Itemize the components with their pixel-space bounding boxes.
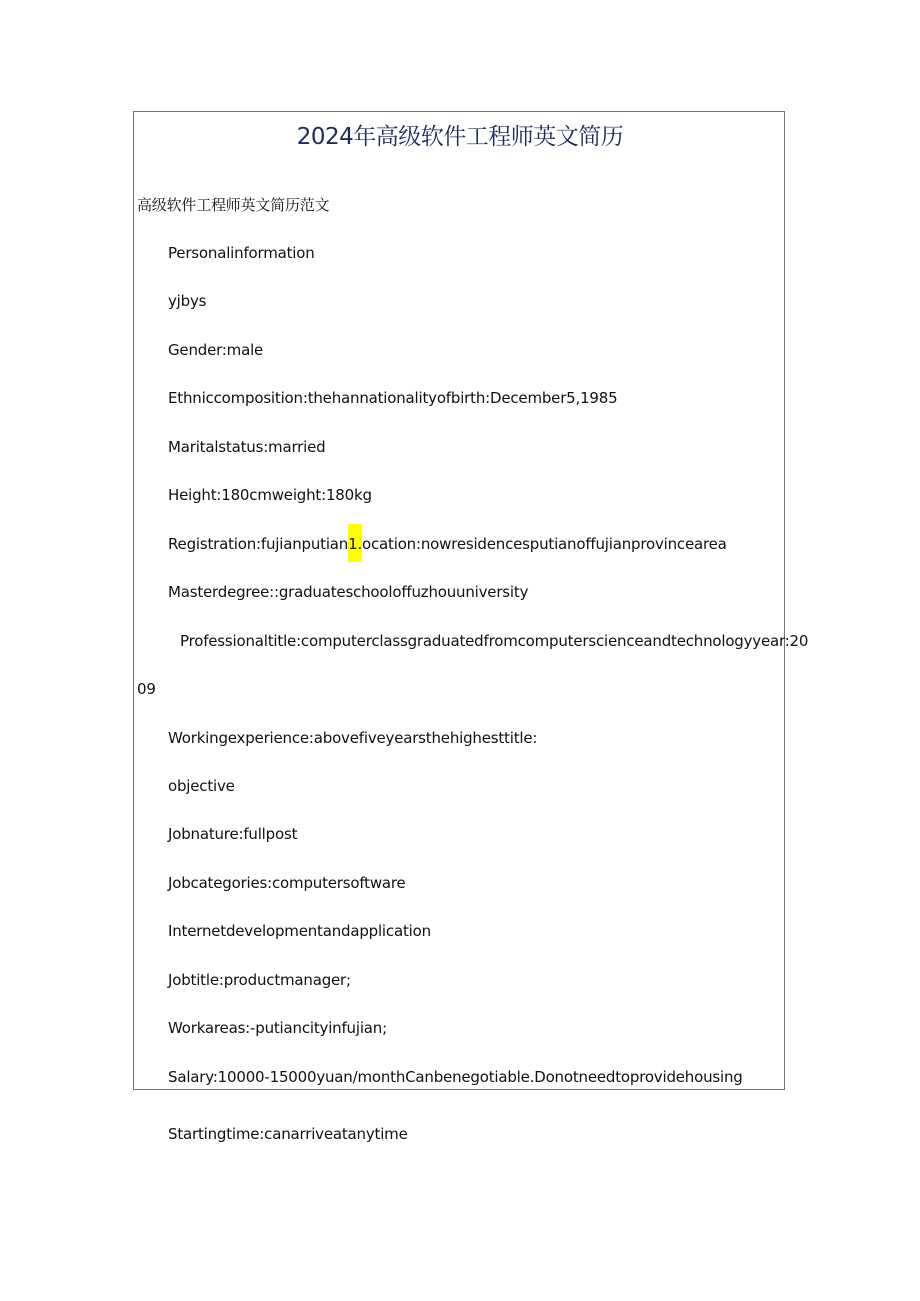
line-job-nature: Jobnature:fullpost <box>168 825 298 843</box>
line-internet: Internetdevelopmentandapplication <box>168 922 431 940</box>
line-gender: Gender:male <box>168 341 264 359</box>
line-objective: objective <box>168 777 235 795</box>
line-professional: Professionaltitle:computerclassgraduatedfromcomputerscienceandtechnologyyear:20 <box>180 632 809 650</box>
line-working-experience: Workingexperience:abovefiveyearsthehighesttitle: <box>168 729 538 747</box>
registration-highlight: 1. <box>348 524 362 562</box>
subtitle: 高级软件工程师英文简历范文 <box>137 196 330 214</box>
line-ethnic: Ethniccomposition:thehannationalityofbirth:December5,1985 <box>168 389 618 407</box>
line-job-categories: Jobcategories:computersoftware <box>168 874 406 892</box>
registration-after: ocation:nowresidencesputianoffujianprovincearea <box>362 535 727 553</box>
line-registration <box>168 534 727 562</box>
line-work-areas: Workareas:-putiancityinfujian; <box>168 1019 387 1037</box>
line-height: Height:180cmweight:180kg <box>168 486 372 504</box>
document-title: 2024年高级软件工程师英文简历 <box>296 124 624 150</box>
line-professional-cont: 09 <box>137 680 156 698</box>
line-yjbys: yjbys <box>168 292 207 310</box>
line-job-title: Jobtitle:productmanager; <box>168 971 351 989</box>
line-salary: Salary:10000-15000yuan/monthCanbenegotiable.Donotneedtoprovidehousing <box>168 1068 743 1086</box>
line-personal-information: Personalinformation <box>168 244 315 262</box>
line-master: Masterdegree::graduateschooloffuzhouuniversity <box>168 583 529 601</box>
line-marital: Maritalstatus:married <box>168 438 326 456</box>
registration-before: Registration:fujianputian <box>168 535 349 553</box>
line-starting-time: Startingtime:canarriveatanytime <box>168 1125 408 1143</box>
